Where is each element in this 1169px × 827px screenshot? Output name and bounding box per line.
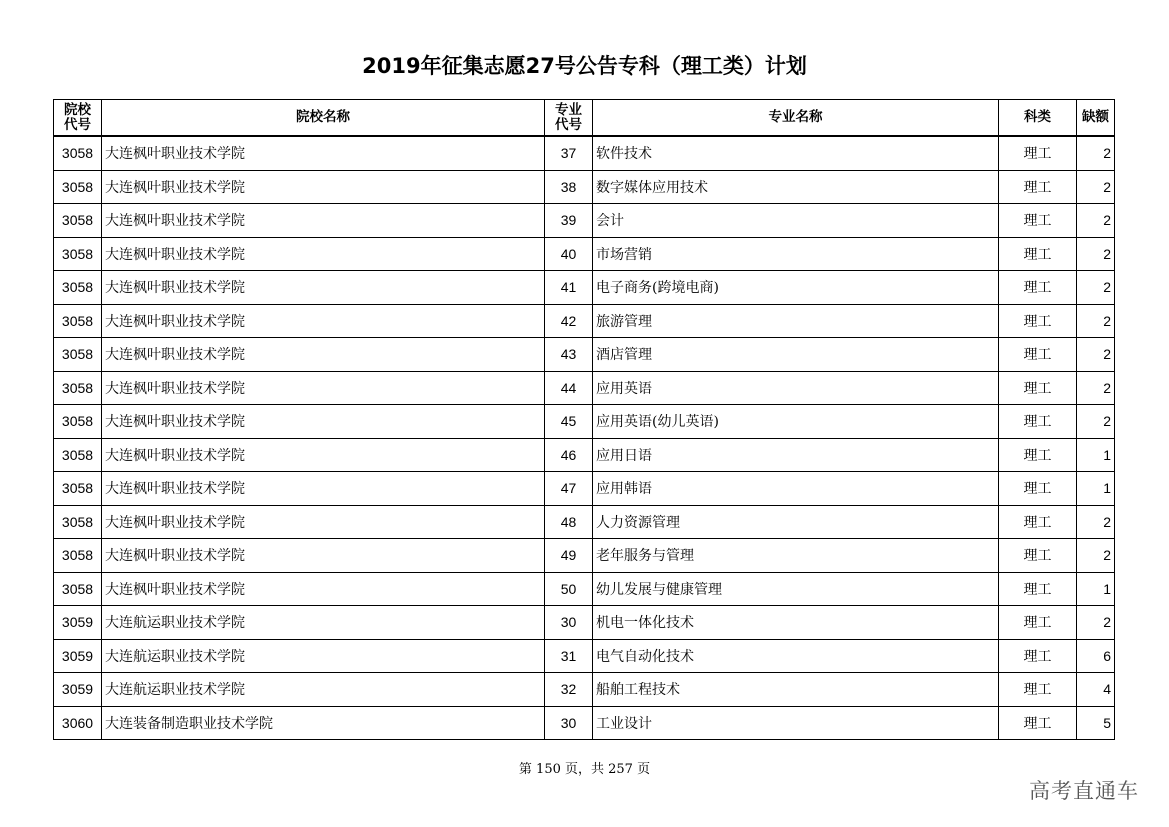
cell-school-name: 大连航运职业技术学院 — [102, 639, 545, 673]
cell-major-code: 50 — [545, 572, 593, 606]
table-row — [54, 170, 1115, 204]
cell-major-name: 会计 — [593, 204, 999, 238]
header-category: 科类 — [999, 100, 1077, 137]
cell-category: 理工 — [999, 472, 1077, 506]
table-header — [54, 100, 1115, 137]
cell-major-code: 45 — [545, 405, 593, 439]
header-major-code: 专业 代号 — [545, 100, 593, 137]
table-row — [54, 405, 1115, 439]
header-major-name: 专业名称 — [593, 100, 999, 137]
cell-quota: 2 — [1077, 271, 1115, 305]
cell-school-code: 3058 — [54, 472, 102, 506]
cell-major-name: 电气自动化技术 — [593, 639, 999, 673]
cell-major-code: 47 — [545, 472, 593, 506]
cell-school-name: 大连装备制造职业技术学院 — [102, 706, 545, 740]
cell-major-code: 48 — [545, 505, 593, 539]
cell-school-name: 大连枫叶职业技术学院 — [102, 405, 545, 439]
cell-major-name: 应用英语(幼儿英语) — [593, 405, 999, 439]
cell-major-code: 30 — [545, 706, 593, 740]
table-row — [54, 606, 1115, 640]
cell-category: 理工 — [999, 639, 1077, 673]
cell-school-name: 大连枫叶职业技术学院 — [102, 505, 545, 539]
table-row — [54, 204, 1115, 238]
cell-category: 理工 — [999, 505, 1077, 539]
cell-school-name: 大连枫叶职业技术学院 — [102, 338, 545, 372]
cell-school-name: 大连航运职业技术学院 — [102, 673, 545, 707]
cell-major-code: 41 — [545, 271, 593, 305]
header-school-code: 院校 代号 — [54, 100, 102, 137]
cell-school-code: 3058 — [54, 237, 102, 271]
cell-major-name: 市场营销 — [593, 237, 999, 271]
cell-quota: 2 — [1077, 539, 1115, 573]
cell-school-code: 3059 — [54, 606, 102, 640]
cell-major-name: 船舶工程技术 — [593, 673, 999, 707]
cell-school-name: 大连枫叶职业技术学院 — [102, 170, 545, 204]
cell-quota: 6 — [1077, 639, 1115, 673]
header-quota: 缺额 — [1077, 100, 1115, 137]
cell-school-code: 3058 — [54, 170, 102, 204]
cell-school-code: 3058 — [54, 405, 102, 439]
cell-quota: 2 — [1077, 371, 1115, 405]
cell-school-code: 3058 — [54, 505, 102, 539]
cell-major-code: 49 — [545, 539, 593, 573]
cell-major-code: 44 — [545, 371, 593, 405]
table-row — [54, 572, 1115, 606]
cell-major-code: 38 — [545, 170, 593, 204]
cell-major-name: 电子商务(跨境电商) — [593, 271, 999, 305]
cell-school-code: 3058 — [54, 271, 102, 305]
cell-school-code: 3058 — [54, 338, 102, 372]
table-row — [54, 539, 1115, 573]
cell-category: 理工 — [999, 237, 1077, 271]
cell-major-name: 应用韩语 — [593, 472, 999, 506]
cell-school-code: 3058 — [54, 438, 102, 472]
cell-major-name: 幼儿发展与健康管理 — [593, 572, 999, 606]
cell-quota: 1 — [1077, 572, 1115, 606]
table-row — [54, 371, 1115, 405]
cell-school-name: 大连枫叶职业技术学院 — [102, 237, 545, 271]
table-row — [54, 505, 1115, 539]
cell-school-name: 大连枫叶职业技术学院 — [102, 572, 545, 606]
cell-category: 理工 — [999, 304, 1077, 338]
cell-quota: 2 — [1077, 606, 1115, 640]
cell-school-code: 3059 — [54, 639, 102, 673]
cell-quota: 2 — [1077, 237, 1115, 271]
cell-school-name: 大连枫叶职业技术学院 — [102, 472, 545, 506]
cell-major-name: 旅游管理 — [593, 304, 999, 338]
cell-quota: 1 — [1077, 472, 1115, 506]
cell-category: 理工 — [999, 673, 1077, 707]
cell-school-name: 大连枫叶职业技术学院 — [102, 204, 545, 238]
cell-school-code: 3058 — [54, 204, 102, 238]
cell-school-name: 大连枫叶职业技术学院 — [102, 136, 545, 170]
cell-major-code: 32 — [545, 673, 593, 707]
plan-table — [53, 99, 1115, 740]
cell-school-name: 大连航运职业技术学院 — [102, 606, 545, 640]
cell-school-code: 3058 — [54, 304, 102, 338]
table-row — [54, 136, 1115, 170]
cell-major-code: 43 — [545, 338, 593, 372]
table-row — [54, 237, 1115, 271]
cell-category: 理工 — [999, 136, 1077, 170]
cell-major-code: 30 — [545, 606, 593, 640]
cell-category: 理工 — [999, 572, 1077, 606]
cell-school-code: 3059 — [54, 673, 102, 707]
cell-major-code: 46 — [545, 438, 593, 472]
watermark: 高考直通车 — [1029, 779, 1139, 803]
cell-quota: 2 — [1077, 338, 1115, 372]
cell-category: 理工 — [999, 606, 1077, 640]
cell-quota: 4 — [1077, 673, 1115, 707]
cell-category: 理工 — [999, 539, 1077, 573]
cell-major-code: 31 — [545, 639, 593, 673]
cell-quota: 2 — [1077, 204, 1115, 238]
cell-school-name: 大连枫叶职业技术学院 — [102, 539, 545, 573]
cell-category: 理工 — [999, 438, 1077, 472]
cell-school-code: 3058 — [54, 572, 102, 606]
cell-major-code: 40 — [545, 237, 593, 271]
table-row — [54, 271, 1115, 305]
cell-school-name: 大连枫叶职业技术学院 — [102, 438, 545, 472]
page-title: 2019年征集志愿27号公告专科（理工类）计划 — [362, 54, 807, 78]
table-row — [54, 639, 1115, 673]
table-row — [54, 304, 1115, 338]
cell-quota: 2 — [1077, 405, 1115, 439]
cell-school-name: 大连枫叶职业技术学院 — [102, 371, 545, 405]
cell-category: 理工 — [999, 371, 1077, 405]
cell-major-name: 工业设计 — [593, 706, 999, 740]
table-row — [54, 338, 1115, 372]
cell-category: 理工 — [999, 338, 1077, 372]
table-row — [54, 706, 1115, 740]
cell-major-name: 应用日语 — [593, 438, 999, 472]
table-row — [54, 673, 1115, 707]
cell-major-name: 老年服务与管理 — [593, 539, 999, 573]
page-number: 第 150 页，共 257 页 — [518, 762, 651, 777]
header-school-name: 院校名称 — [102, 100, 545, 137]
cell-major-name: 数字媒体应用技术 — [593, 170, 999, 204]
table-body — [54, 136, 1115, 740]
cell-major-code: 39 — [545, 204, 593, 238]
cell-school-name: 大连枫叶职业技术学院 — [102, 271, 545, 305]
cell-major-code: 37 — [545, 136, 593, 170]
cell-category: 理工 — [999, 706, 1077, 740]
cell-quota: 5 — [1077, 706, 1115, 740]
cell-quota: 2 — [1077, 170, 1115, 204]
cell-quota: 2 — [1077, 136, 1115, 170]
cell-category: 理工 — [999, 405, 1077, 439]
cell-school-code: 3058 — [54, 136, 102, 170]
cell-major-name: 软件技术 — [593, 136, 999, 170]
cell-category: 理工 — [999, 204, 1077, 238]
cell-category: 理工 — [999, 170, 1077, 204]
table-row — [54, 438, 1115, 472]
cell-major-name: 应用英语 — [593, 371, 999, 405]
cell-school-code: 3058 — [54, 371, 102, 405]
cell-school-code: 3058 — [54, 539, 102, 573]
cell-quota: 2 — [1077, 304, 1115, 338]
table-row — [54, 472, 1115, 506]
cell-school-code: 3060 — [54, 706, 102, 740]
cell-major-name: 人力资源管理 — [593, 505, 999, 539]
cell-quota: 2 — [1077, 505, 1115, 539]
cell-major-name: 机电一体化技术 — [593, 606, 999, 640]
cell-school-name: 大连枫叶职业技术学院 — [102, 304, 545, 338]
cell-major-code: 42 — [545, 304, 593, 338]
cell-quota: 1 — [1077, 438, 1115, 472]
cell-category: 理工 — [999, 271, 1077, 305]
cell-major-name: 酒店管理 — [593, 338, 999, 372]
